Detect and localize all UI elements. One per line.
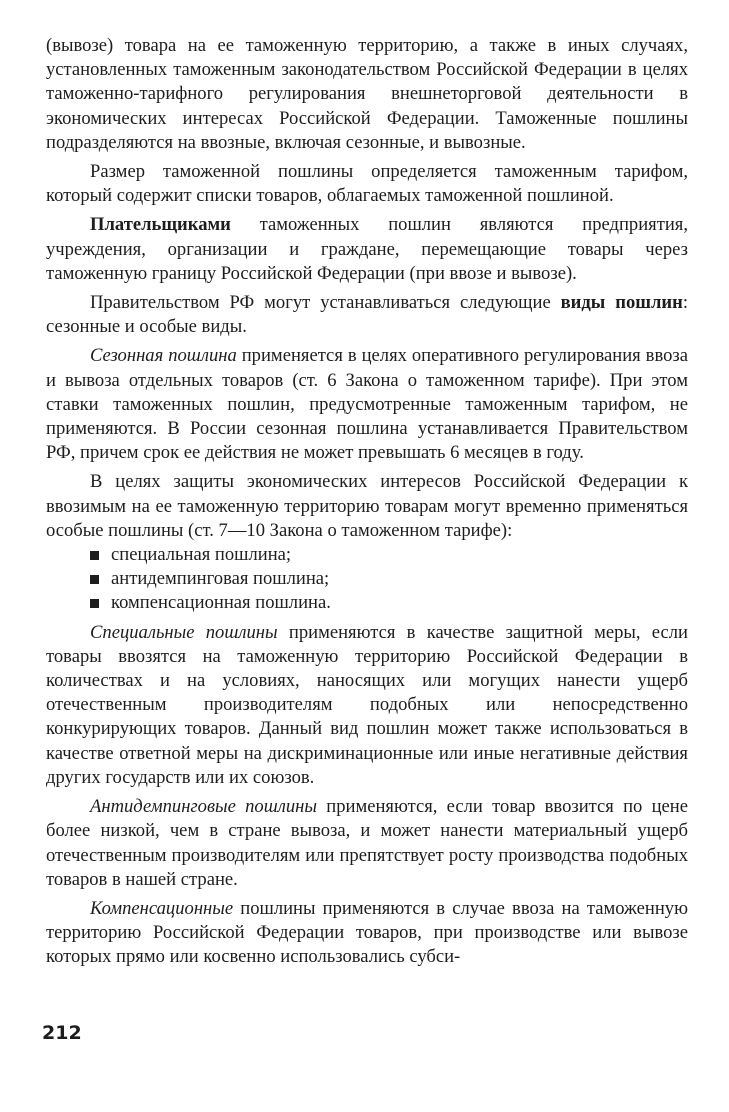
paragraph-text: : сезонные и особые виды. (46, 292, 688, 338)
list-item: специальная пошлина; (90, 543, 688, 567)
term-special-duties: Специальные пошлины (90, 621, 278, 643)
paragraph-text: применяются в качестве защитной меры, если товары ввозятся на таможенную территорию Российской Федерации в количествах и на условиях, наносящих или могущих нанести ущерб отечественным производителям подобных или непосредственно конкурирующих товаров. Данный вид пошлин может также использоваться в качестве ответной меры на дискриминационные или иные негативные действия других государств или их союзов. (46, 621, 689, 788)
paragraph-text: применяется в целях оперативного регулирования ввоза и вывоза отдельных товаров (ст. 6 Закона о таможенном тарифе). При этом ставки таможенных пошлин, предусмотренные таможенным тарифом, не применяются. В России сезонная пошлина устанавливается Правительством РФ, причем срок ее действия не может превышать 6 месяцев в году. (46, 345, 689, 464)
paragraph-special-duties-intro (46, 470, 688, 543)
term-duty-kinds: виды пошлин (560, 292, 683, 314)
paragraph-payers (46, 213, 688, 286)
list-item: антидемпинговая пошлина; (90, 567, 688, 591)
paragraph-seasonal-duty (46, 344, 688, 465)
paragraph-text: пошлины применяются в случае ввоза на таможенную территорию Российской Федерации товаров, при производстве или вывозе которых прямо или косвенно использовались субси- (46, 897, 688, 968)
list-item: компенсационная пошлина. (90, 591, 688, 615)
paragraph-duty-size (46, 160, 688, 208)
term-compensatory-duties: Компенсационные (90, 897, 234, 919)
square-bullet-icon (90, 599, 99, 608)
special-duties-list (46, 543, 688, 616)
paragraph-text: применяются, если товар ввозится по цене более низкой, чем в стране вывоза, и может нанести материальный ущерб отечественным производителям или препятствует росту производства подобных товаров в нашей стране. (46, 796, 689, 890)
paragraph-antidumping-duties (46, 795, 688, 892)
page-number: 212 (42, 1022, 82, 1044)
paragraph-text: Размер таможенной пошлины определяется таможенным тарифом, который содержит списки товаров, облагаемых таможенной пошлиной. (46, 161, 688, 207)
paragraph-text: (вывозе) товара на ее таможенную территорию, а также в иных случаях, установленных таможенным законодательством Российской Федерации в целях таможенно-тарифного регулирования внешнеторговой деятельности в экономических интересах Российской Федерации. Таможенные пошлины подразделяются на ввозные, включая сезонные, и вывозные. (46, 35, 688, 153)
paragraph-text: Правительством РФ могут устанавливаться следующие (90, 292, 561, 314)
paragraph-customs-duty-types (46, 34, 688, 155)
term-payers: Плательщиками (90, 214, 231, 236)
square-bullet-icon (90, 575, 99, 584)
paragraph-duty-kinds (46, 291, 688, 339)
square-bullet-icon (90, 551, 99, 560)
paragraph-text: В целях защиты экономических интересов Российской Федерации к ввозимым на ее таможенную территорию товарам могут временно применяться особые пошлины (ст. 7—10 Закона о таможенном тарифе): (46, 471, 688, 541)
paragraph-compensatory-duties (46, 897, 688, 970)
term-seasonal-duty: Сезонная пошлина (90, 345, 237, 367)
paragraph-text: таможенных пошлин являются предприятия, учреждения, организации и граждане, перемещающие товары через таможенную границу Российской Федерации (при ввозе и вывозе). (46, 214, 688, 284)
paragraph-special-duties (46, 621, 688, 790)
page-body (46, 34, 688, 970)
term-antidumping-duties: Антидемпинговые пошлины (90, 796, 317, 818)
